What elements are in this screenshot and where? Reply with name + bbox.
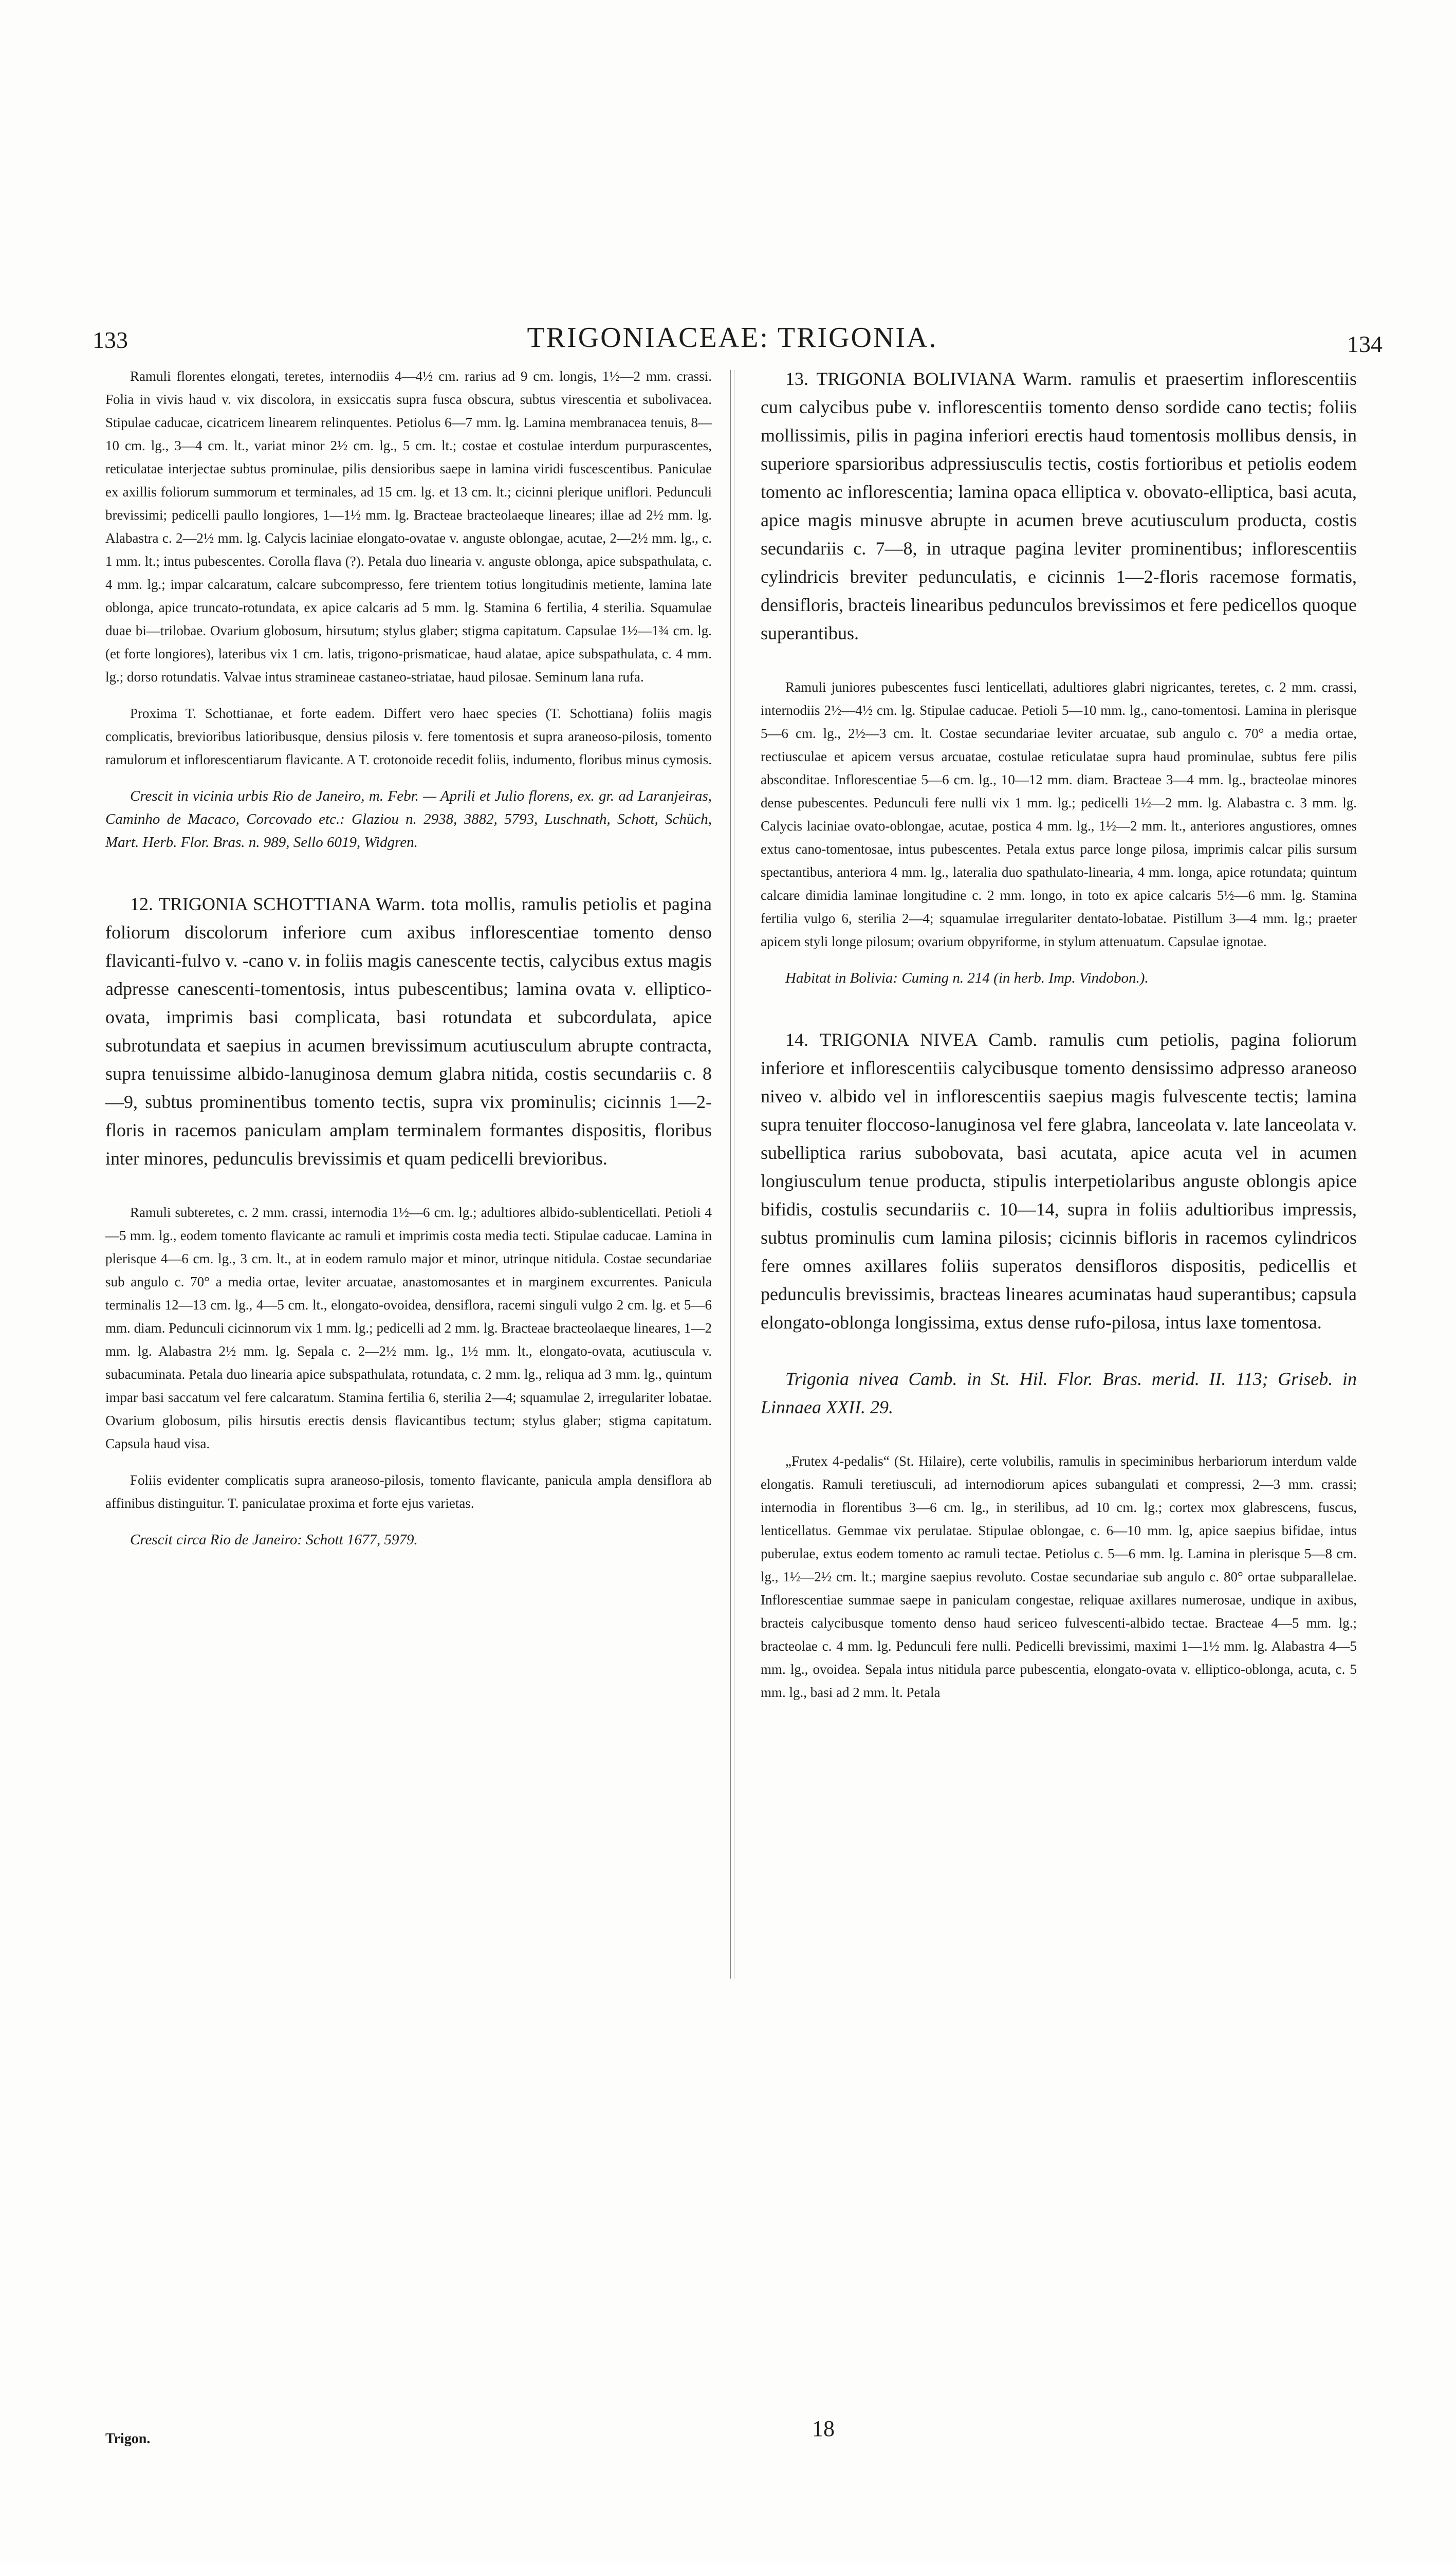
page-header — [77, 316, 1388, 362]
paragraph: Trigonia nivea Camb. in St. Hil. Flor. Bras. merid. II. 113; Griseb. in Linnaea XXII. 29. — [761, 1369, 1357, 1417]
right-column — [761, 365, 1357, 1718]
paragraph: Crescit circa Rio de Janeiro: Schott 1677, 5979. — [130, 1531, 418, 1548]
paragraph: Ramuli florentes elongati, teretes, internodiis 4—4½ cm. rarius ad 9 cm. longis, 1½—2 mm. crassi. Folia in vivis haud v. vix discolora, in exsiccatis supra fusca obscura, subtus virescentia et subolivacea. Stipulae caducae, cicatricem linearem relinquentes. Petiolus 6—7 mm. lg. Lamina membranacea tenuis, 8—10 cm. lg., 3—4 cm. lt., variat minor 2½ cm. lg., 5 cm. lt.; costae et costulae interdum purpurascentes, reticulatae interjectae subtus prominulae, pilis densioribus saepe in lamina viridi fuscescentibus. Paniculae ex axillis foliorum summorum et terminales, ad 15 cm. lg. et 13 cm. lt.; cicinni plerique uniflori. Pedunculi brevissimi; pedicelli paullo longiores, 1—1½ mm. lg. Bracteae bracteolaeque lineares; illae ad 2½ mm. lg. Alabastra c. 2—2½ mm. lg. Calycis laciniae elongato-ovatae v. anguste oblongae, acutae, 2—2½ mm. lg., c. 1 mm. lt.; intus pubescentes. Corolla flava (?). Petala duo linearia v. anguste oblonga, apice subspathulata, c. 4 mm. lg.; impar calcaratum, calcare subcompresso, fere trientem totius longitudinis metiente, lamina late oblonga, apice truncato-rotundata, ex apice calcaris ad 5 mm. lg. Stamina 6 fertilia, 4 sterilia. Squamulae duae bi—trilobae. Ovarium globosum, hirsutum; stylus glaber; stigma capitatum. Capsulae 1½—1¾ cm. lg. (et forte longiores), lateribus vix 1 cm. latis, trigono-prismaticae, haud alatae, apice subspathulata, c. 4 mm. lg.; dorso rotundatis. Valvae intus stramineae castaneo-striatae, haud pilosae. Seminum lana rufa. — [105, 368, 712, 685]
paragraph: 12. TRIGONIA SCHOTTIANA Warm. tota mollis, ramulis petiolis et pagina foliorum discolorum inferiore cum axibus inflorescentiae tomento denso flavicanti-fulvo v. -cano v. in foliis magis canescente tectis, calycibus extus magis adpresse canescenti-tomentosis, intus pubescentibus; lamina ovata v. elliptico-ovata, imprimis basi complicata, basi rotundata et subcordulata, apice subrotundata et saepius in acumen brevissimum acutiusculum abrupte contracta, supra tenuissime albido-lanuginosa demum glabra nitida, costis secundariis c. 8—9, subtus prominentibus tomento tectis, supra vix prominulis; cicinnis 1—2-floris in racemos paniculam amplam terminalem formantes dispositis, floribus inter minores, pedunculis brevissimis et quam pedicelli brevioribus. — [105, 894, 712, 1169]
page-number-right: 134 — [1347, 331, 1383, 357]
paragraph: Ramuli juniores pubescentes fusci lenticellati, adultiores glabri nigricantes, teretes, c. 2 mm. crassi, internodiis 2½—4½ cm. lg. Stipulae caducae. Petioli 5—10 mm. lg., cano-tomentosi. Lamina in plerisque 5—6 cm. lg., 2½—3 cm. lt. Costae secundariae leviter arcuatae, sub angulo c. 70° a media ortae, rectiusculae et apicem versus arcuatae, costulae reticulatae supra haud prominulae, subtus fere pilis absconditae. Inflorescentiae 5—6 cm. lg., 10—12 mm. diam. Bracteae 3—4 mm. lg., bracteolae minores dense pubescentes. Pedunculi fere nulli vix 1 mm. lg.; pedicelli 1½—2 mm. lg. Alabastra c. 3 mm. lg. Calycis laciniae ovato-oblongae, acutae, postica 4 mm. lg., 1½—2 mm. lt., anteriores angustiores, omnes extus cano-tomentosae, intus pubescentes. Petala extus parce longe pilosa, imprimis calcar pilis sursum spectantibus, anteriora 4 mm. lg., lateralia duo spathulato-linearia, 4 mm. longa, apice rotundata; quintum calcare dimidia laminae longitudine c. 2 mm. longo, in toto ex apice calcaris 5½—6 mm. lg. Stamina fertilia vulgo 6, sterilia 2—4; squamulae irregulariter dentato-lobatae. Pistillum 3—4 mm. lg.; praeter apicem styli longe pilosum; ovarium obpyriforme, in stylum attenuatum. Capsulae ignotae. — [761, 679, 1357, 949]
paragraph: Crescit in vicinia urbis Rio de Janeiro, m. Febr. — Aprili et Julio florens, ex. gr. ad Laranjeiras, Caminho de Macaco, Corcovado etc.: Glaziou n. 2938, 3882, 5793, Luschnath, Schott, Schüch, Mart. Herb. Flor. Bras. n. 989, Sello 6019, Widgren. — [105, 788, 712, 851]
paragraph: Ramuli subteretes, c. 2 mm. crassi, internodia 1½—6 cm. lg.; adultiores albido-sublenticellati. Petioli 4—5 mm. lg., eodem tomento flavicante ac ramuli et imprimis costa media tecti. Stipulae caducae. Lamina in plerisque 4—6 cm. lg., 3 cm. lt., at in eodem ramulo major et minor, utrinque nitidula. Costae secundariae sub angulo c. 70° a media ortae, leviter arcuatae, anastomosantes et in marginem excurrentes. Panicula terminalis 12—13 cm. lg., 4—5 cm. lt., elongato-ovoidea, densiflora, racemi singuli vulgo 2 cm. lg. et 5—6 mm. diam. Pedunculi cicinnorum vix 1 mm. lg.; pedicelli ad 2 mm. lg. Bracteae bracteolaeque lineares, 1—2 mm. lg. Alabastra 2½ mm. lg. Sepala c. 2—2½ mm. lg., 1½ mm. lt., elongato-ovata, acutiuscula v. subacuminata. Petala duo linearia apice subspathulata, rotundata, c. 2 mm. lg., reliqua ad 3 mm. lg., quintum impar basi saccatum vel fere calcaratum. Stamina fertilia 6, sterilia 2—4; squamulae 2, irregulariter lobatae. Ovarium globosum, pilis hirsutis erectis densis flavicantibus tectum; stylus glaber; stigma capitatum. Capsula haud visa. — [105, 1205, 712, 1451]
sheet-number: 18 — [812, 2416, 835, 2441]
signature-mark: Trigon. — [105, 2431, 151, 2447]
paragraph: „Frutex 4-pedalis“ (St. Hilaire), certe volubilis, ramulis in speciminibus herbariorum interdum valde elongatis. Ramuli teretiusculi, ad internodiorum apices subangulati et compressi, 2—3 mm. crassi; internodia in florentibus 3—6 cm. lg., in sterilibus, ad 10 cm. lg.; cortex mox glabrescens, fuscus, lenticellatus. Gemmae vix perulatae. Stipulae oblongae, c. 6—10 mm. lg, apice saepius bifidae, intus puberulae, extus eodem tomento ac ramuli tectae. Petiolus c. 5—6 mm. lg. Lamina in plerisque 5—8 cm. lg., 1½—2½ cm. lt.; margine saepius revoluto. Costae secundariae sub angulo c. 80° ortae subparallelae. Inflorescentiae summae saepe in paniculam congestae, reliquae axillares numerosae, undique in axibus, bracteis calycibusque tomento denso haud sericeo fulvescenti-albido tectae. Bracteae 4—5 mm. lg.; bracteolae c. 4 mm. lg. Pedunculi fere nulli. Pedicelli brevissimi, maximi 1—1½ mm. lg. Alabastra 4—5 mm. lg., ovoidea. Sepala intus nitidula parce pubescentia, elongato-ovata v. elliptico-oblonga, acuta, c. 5 mm. lg., basi ad 2 mm. lt. Petala — [761, 1453, 1357, 1700]
page-number-left: 133 — [93, 327, 128, 353]
paragraph: 13. TRIGONIA BOLIVIANA Warm. ramulis et praesertim inflorescentiis cum calycibus pube v. inflorescentiis tomento denso sordide cano tectis; foliis mollissimis, pilis in pagina inferiori erectis haud tomentosis mollibus densis, in superiore sparsioribus adpressiusculis tectis, costis fortioribus et petiolis eodem tomento ac inflorescentia; lamina opaca elliptica v. obovato-elliptica, basi acuta, apice magis minusve abrupte in acumen breve acutiusculum producta, costis secundariis c. 7—8, in utraque pagina leviter prominentibus; inflorescentiis cylindricis breviter pedunculatis, e cicinnis 1—2-floris racemose formatis, densifloris, bracteis linearibus pedunculos brevissimos et fere pedicellos quoque superantibus. — [761, 368, 1357, 643]
left-column — [105, 365, 712, 1588]
running-title: TRIGONIACEAE: TRIGONIA. — [527, 322, 938, 354]
paragraph: Habitat in Bolivia: Cuming n. 214 (in herb. Imp. Vindobon.). — [785, 970, 1149, 986]
column-divider — [730, 370, 731, 1979]
paragraph: Foliis evidenter complicatis supra araneoso-pilosis, tomento flavicante, panicula ampla densiflora ab affinibus distinguitur. T. paniculatae proxima et forte ejus varietas. — [105, 1472, 712, 1511]
paragraph: Proxima T. Schottianae, et forte eadem. Differt vero haec species (T. Schottiana) foliis magis complicatis, brevioribus latioribusque, densius pilosis v. fere tomentosis et supra araneoso-pilosis, tomento ramulorum et inflorescentiarum flavicante. A T. crotonoide recedit foliis, indumento, floribus minus cymosis. — [105, 706, 712, 767]
paragraph: 14. TRIGONIA NIVEA Camb. ramulis cum petiolis, pagina foliorum inferiore et inflorescentiis calycibusque tomento densissimo adpresso araneoso niveo v. albido vel in inflorescentiis saepius magis fulvescente tectis; lamina supra tenuiter floccoso-lanuginosa vel fere glabra, lanceolata v. late lanceolata v. subelliptica rarius subobovata, basi acutata, apice acuta vel in acumen longiusculum tenue producta, stipulis interpetiolaribus anguste oblongis apice bifidis, costulis secundariis c. 10—14, supra in foliis adultioribus impressis, subtus prominulis cum lamina pilosis; cicinnis bifloris in racemos cylindricos fere omnes axillares foliis superatos densifloros dispositis, pedicellis et pedunculis brevissimis, bracteas lineares acuminatas haud superantibus; capsula elongato-oblonga longissima, extus dense rufo-pilosa, intus laxe tomentosa. — [761, 1029, 1357, 1333]
